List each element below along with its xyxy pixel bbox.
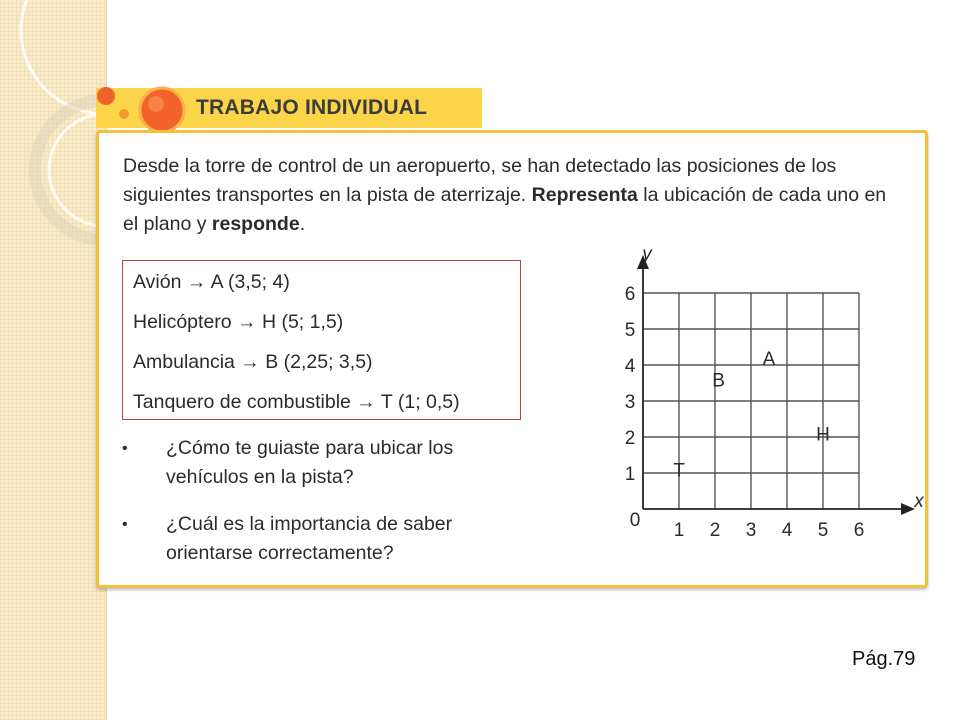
- question-bullet: •: [122, 516, 128, 533]
- x-axis-arrow-icon: [901, 503, 915, 515]
- section-title: TRABAJO INDIVIDUAL: [196, 96, 428, 119]
- y-tick-label: 3: [624, 392, 636, 413]
- y-axis-label: y: [642, 244, 652, 265]
- y-tick-label: 6: [624, 284, 636, 305]
- coordinate-plane: [600, 238, 924, 548]
- x-tick-label: 4: [781, 520, 793, 541]
- vehicle-item: Tanquero de combustible → T (1; 0,5): [133, 391, 460, 413]
- x-tick-label: 5: [817, 520, 829, 541]
- y-tick-label: 4: [624, 356, 636, 377]
- point-label-t: T: [673, 460, 685, 482]
- vehicle-item: Helicóptero → H (5; 1,5): [133, 311, 344, 333]
- question-text: ¿Cómo te guiaste para ubicar los vehículos en la pista?: [166, 437, 454, 488]
- intro-paragraph: Desde la torre de control de un aeropuerto, se han detectado las posiciones de los siguientes transportes en la pista de aterrizaje. Representa la ubicación de cada uno en el plano y responde.: [123, 155, 887, 235]
- page-number: Pág.79: [852, 648, 916, 670]
- vehicle-item: Ambulancia → B (2,25; 3,5): [133, 351, 373, 373]
- y-tick-label: 1: [624, 464, 636, 485]
- x-tick-label: 3: [745, 520, 757, 541]
- question-text: ¿Cuál es la importancia de saber orientarse correctamente?: [166, 513, 453, 564]
- y-tick-label: 2: [624, 428, 636, 449]
- y-tick-label: 5: [624, 320, 636, 341]
- x-axis-label: x: [914, 491, 924, 512]
- question-bullet: •: [122, 440, 128, 457]
- vehicle-item: Avión → A (3,5; 4): [133, 271, 290, 293]
- x-tick-label: 6: [853, 520, 865, 541]
- point-label-a: A: [762, 348, 776, 370]
- point-label-h: H: [816, 424, 830, 446]
- point-label-b: B: [712, 370, 725, 392]
- x-tick-label: 1: [673, 520, 685, 541]
- origin-label: 0: [629, 510, 641, 531]
- x-tick-label: 2: [709, 520, 721, 541]
